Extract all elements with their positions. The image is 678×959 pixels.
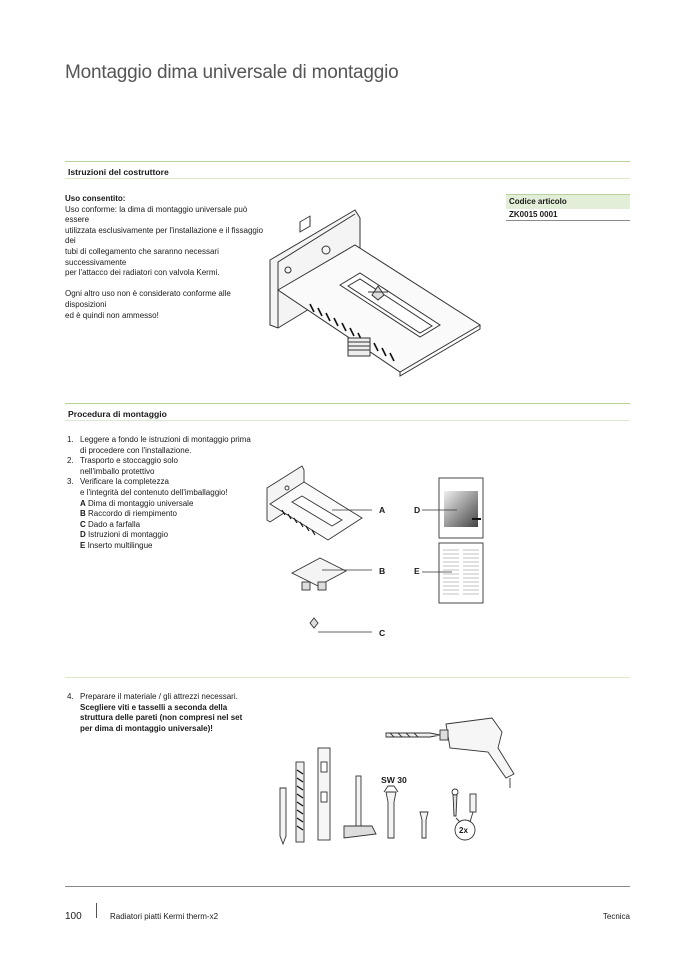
content-item: C Dado a farfalla [80,519,141,529]
section-heading-manufacturer: Istruzioni del costruttore [68,167,169,177]
callout-a: A [379,505,386,515]
use-line: per l'attacco dei radiatori con valvola Kermi. [65,268,220,278]
quantity-label: 2x [459,826,468,835]
content-item: D Istruzioni di montaggio [80,530,169,540]
content-item: B Raccordo di riempimento [80,509,177,519]
other-use-line: Ogni altro uso non è considerato conforme alle disposizioni [65,289,231,309]
callout-c: C [379,628,386,638]
callout-e: E [414,566,420,576]
section-divider-bottom [65,178,630,179]
tools-step [67,692,267,734]
callout-b: B [379,566,386,576]
use-line: utilizzata esclusivamente per l'installazione e il fissaggio dei [65,225,264,246]
article-code-divider [506,220,630,221]
list-item: 3. Verificare la completezza e l'integrità del contenuto dell'imballaggio! A Dima di montaggio universale B Raccordo di riempimento C Dado a farfalla D Istruzioni di montaggio E Inserto multilingue [67,477,267,551]
list-item: 1. Leggere a fondo le istruzioni di montaggio prima di procedere con l'installazione. [67,435,251,455]
footer-separator [96,903,97,918]
article-code-value: ZK0015 0001 [509,210,558,219]
intended-use-heading: Uso consentito: [65,194,126,203]
use-line: Uso conforme: la dima di montaggio universale può essere [65,204,248,225]
wrench-size-label: SW 30 [381,775,407,785]
content-item: A Dima di montaggio universale [80,498,194,508]
section-divider [65,677,630,678]
manual-cover-graphic [444,491,478,527]
section-heading-procedure: Procedura di montaggio [68,409,167,419]
callout-d: D [414,505,421,515]
footer-section: Tecnica [602,912,630,921]
section-divider-top [65,403,630,404]
list-item: 2. Trasporto e stoccaggio solo nell'imballo protettivo [67,456,178,476]
section-divider-top [65,161,630,162]
footer-divider [65,886,630,887]
section-divider-bottom [65,420,630,421]
footer-document-title: Radiatori piatti Kermi therm-x2 [110,912,219,921]
page-title: Montaggio dima universale di montaggio [65,62,399,83]
content-item: E Inserto multilingue [80,540,153,550]
use-line: tubi di collegamento che saranno necessari successivamente [65,246,219,267]
page-number: 100 [65,911,82,922]
intended-use-block [65,194,265,321]
procedure-steps [67,435,267,552]
other-use-line: ed è quindi non ammesso! [65,310,159,320]
article-code-label: Codice articolo [509,197,567,206]
mounting-template-illustration [260,200,500,380]
package-contents-illustration [262,458,492,648]
list-item: 4. Preparare il materiale / gli attrezzi necessari. Scegliere viti e tasselli a seconda della struttura delle pareti (non compresi nel set per dima di montaggio universale)! [67,692,243,733]
